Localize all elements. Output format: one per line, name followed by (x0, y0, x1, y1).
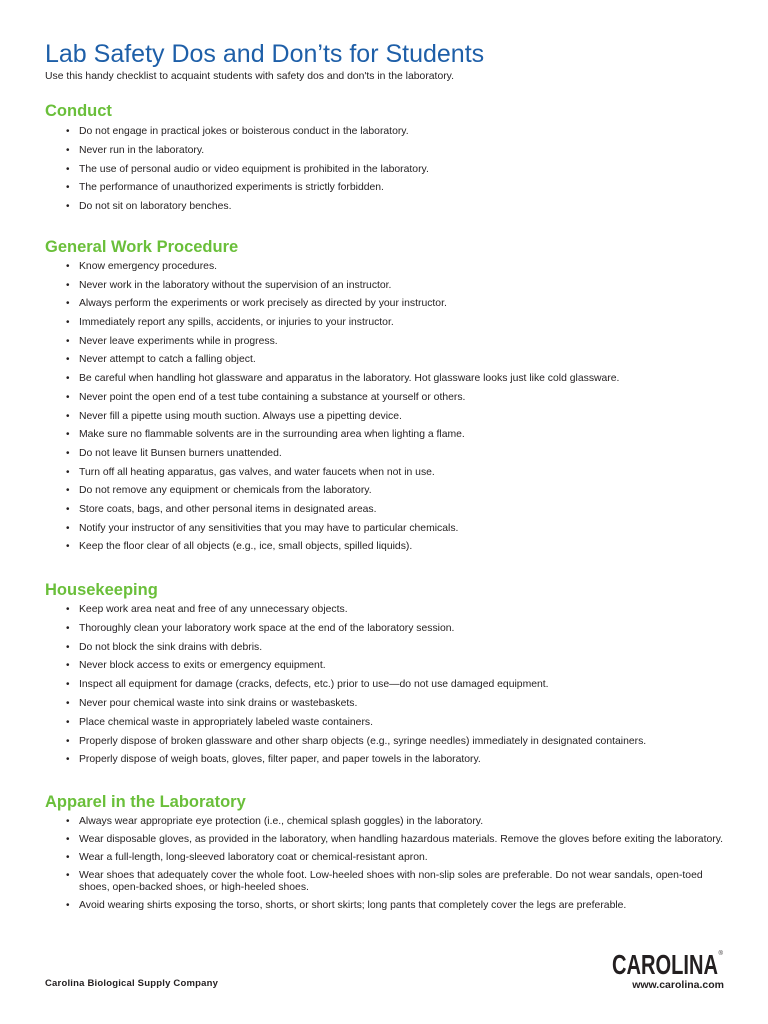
list-item: • Never point the open end of a test tube containing a substance at yourself or others. (45, 392, 725, 404)
list-item: • Always wear appropriate eye protection (i.e., chemical splash goggles) in the laboratory. (45, 816, 725, 829)
list-item: • Never fill a pipette using mouth suction. Always use a pipetting device. (45, 411, 725, 423)
list-item: • Avoid wearing shirts exposing the torso, shorts, or short skirts; long pants that completely cover the legs are preferable. (45, 900, 725, 913)
list-item: • Wear a full-length, long-sleeved laboratory coat or chemical-resistant apron. (45, 852, 725, 865)
section-heading-apparel: Apparel in the Laboratory (45, 793, 246, 811)
footer-website: www.carolina.com (632, 979, 724, 991)
list-item: • Properly dispose of broken glassware and other sharp objects (e.g., syringe needles) immediately in designated containers. (45, 736, 725, 748)
conduct-list (45, 126, 725, 213)
footer-company-name: Carolina Biological Supply Company (45, 978, 219, 989)
list-item: • Keep the floor clear of all objects (e.g., ice, small objects, spilled liquids). (45, 541, 725, 553)
list-item: • Wear disposable gloves, as provided in the laboratory, when handling hazardous materials. Remove the gloves before exiting the laboratory. (45, 834, 725, 847)
list-item: • Place chemical waste in appropriately labeled waste containers. (45, 717, 725, 729)
list-item: • Never block access to exits or emergency equipment. (45, 660, 725, 672)
registered-mark-icon: ® (718, 951, 723, 957)
list-item: • Do not leave lit Bunsen burners unattended. (45, 448, 725, 460)
list-item: • Thoroughly clean your laboratory work space at the end of the laboratory session. (45, 623, 725, 635)
logo-wordmark: CAROLINA (612, 949, 719, 980)
list-item: • Always perform the experiments or work precisely as directed by your instructor. (45, 298, 725, 310)
list-item: • Never work in the laboratory without the supervision of an instructor. (45, 280, 725, 292)
list-item: • The performance of unauthorized experiments is strictly forbidden. (45, 182, 725, 194)
list-item: • Know emergency procedures. (45, 261, 725, 273)
page-title: Lab Safety Dos and Don’ts for Students (45, 40, 485, 68)
list-item: • Be careful when handling hot glassware and apparatus in the laboratory. Hot glassware looks just like cold glassware. (45, 373, 725, 385)
list-item: • Immediately report any spills, accidents, or injuries to your instructor. (45, 317, 725, 329)
list-item: • Do not sit on laboratory benches. (45, 201, 725, 213)
list-item: • Do not block the sink drains with debris. (45, 642, 725, 654)
list-item: • Make sure no flammable solvents are in the surrounding area when lighting a flame. (45, 429, 725, 441)
list-item: • Store coats, bags, and other personal items in designated areas. (45, 504, 725, 516)
apparel-list (45, 816, 725, 913)
carolina-logo (612, 946, 724, 980)
list-item: • Never pour chemical waste into sink drains or wastebaskets. (45, 698, 725, 710)
housekeeping-list (45, 604, 725, 766)
list-item: • Do not engage in practical jokes or boisterous conduct in the laboratory. (45, 126, 725, 138)
list-item: • Keep work area neat and free of any unnecessary objects. (45, 604, 725, 616)
list-item: • Never leave experiments while in progress. (45, 336, 725, 348)
list-item: • Properly dispose of weigh boats, gloves, filter paper, and paper towels in the laboratory. (45, 754, 725, 766)
list-item: • The use of personal audio or video equipment is prohibited in the laboratory. (45, 164, 725, 176)
section-conduct (45, 100, 725, 220)
section-heading-general-work-procedure: General Work Procedure (45, 238, 239, 256)
list-item: • Never attempt to catch a falling object. (45, 354, 725, 366)
general-work-procedure-list (45, 261, 725, 553)
list-item: • Turn off all heating apparatus, gas valves, and water faucets when not in use. (45, 467, 725, 479)
list-item: • Never run in the laboratory. (45, 145, 725, 157)
list-item: • Do not remove any equipment or chemicals from the laboratory. (45, 485, 725, 497)
section-heading-housekeeping: Housekeeping (45, 581, 158, 599)
section-housekeeping (45, 579, 725, 773)
list-item: • Inspect all equipment for damage (cracks, defects, etc.) prior to use—do not use damaged equipment. (45, 679, 725, 691)
list-item: • Wear shoes that adequately cover the whole foot. Low-heeled shoes with non-slip soles are preferable. Do not wear sandals, open-toed shoes, open-backed shoes, or high-heeled shoes. (45, 870, 725, 895)
section-heading-conduct: Conduct (45, 102, 112, 120)
list-item: • Notify your instructor of any sensitivities that you may have to particular chemicals. (45, 523, 725, 535)
section-apparel (45, 791, 725, 918)
section-general-work-procedure (45, 236, 725, 560)
page-subtitle: Use this handy checklist to acquaint students with safety dos and don'ts in the laboratory. (45, 71, 454, 82)
